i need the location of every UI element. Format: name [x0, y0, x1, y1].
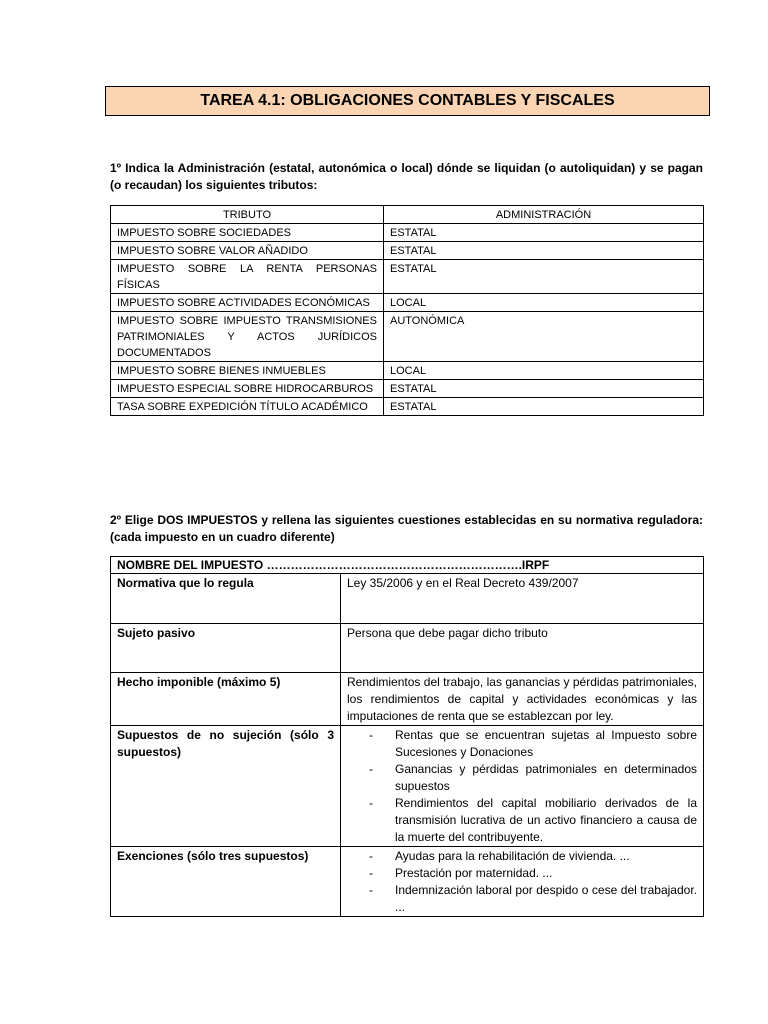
list-item: - Indemnización laboral por despido o cese del trabajador. ... [369, 882, 697, 916]
table-row [111, 847, 704, 917]
impuesto-table [110, 556, 704, 917]
tributo-cell: IMPUESTO SOBRE VALOR AÑADIDO [111, 242, 384, 260]
table-header-row [111, 206, 704, 224]
list-item: - Prestación por maternidad. ... [369, 865, 697, 882]
tributos-table [110, 205, 704, 416]
table-row [111, 574, 704, 624]
list-item: - Rentas que se encuentran sujetas al Impuesto sobre Sucesiones y Donaciones [369, 727, 697, 761]
table-row [111, 362, 704, 380]
list-item: - Ayudas para la rehabilitación de vivienda. ... [369, 848, 697, 865]
administracion-cell: ESTATAL [384, 242, 704, 260]
tributo-cell: IMPUESTO ESPECIAL SOBRE HIDROCARBUROS [111, 380, 384, 398]
question-1-text: 1º Indica la Administración (estatal, autonómica o local) dónde se liquidan (o autoliquidan) y se pagan (o recaudan) los siguientes tributos: [110, 161, 703, 192]
tributo-cell: IMPUESTO SOBRE BIENES INMUEBLES [111, 362, 384, 380]
administracion-cell: ESTATAL [384, 224, 704, 242]
no-sujecion-label: Supuestos de no sujeción (sólo 3 supuestos) [111, 726, 341, 847]
tributo-cell: IMPUESTO SOBRE LA RENTA PERSONAS FÍSICAS [111, 260, 384, 294]
page-title: TAREA 4.1: OBLIGACIONES CONTABLES Y FISCALES [105, 86, 710, 116]
administracion-cell: ESTATAL [384, 398, 704, 416]
tributo-cell: IMPUESTO SOBRE SOCIEDADES [111, 224, 384, 242]
administracion-cell: LOCAL [384, 362, 704, 380]
sujeto-pasivo-label: Sujeto pasivo [111, 624, 341, 673]
sujeto-pasivo-value: Persona que debe pagar dicho tributo [341, 624, 704, 673]
table-row [111, 726, 704, 847]
exenciones-list [347, 848, 697, 916]
column-header-tributo: TRIBUTO [111, 206, 384, 224]
tributo-cell: IMPUESTO SOBRE IMPUESTO TRANSMISIONES PATRIMONIALES Y ACTOS JURÍDICOS DOCUMENTADOS [111, 312, 384, 362]
table-row [111, 398, 704, 416]
table-row [111, 224, 704, 242]
normativa-value: Ley 35/2006 y en el Real Decreto 439/2007 [341, 574, 704, 624]
no-sujecion-value [341, 726, 704, 847]
administracion-cell: ESTATAL [384, 260, 704, 294]
exenciones-value [341, 847, 704, 917]
table-row [111, 312, 704, 362]
table-row [111, 242, 704, 260]
no-sujecion-list [347, 727, 697, 846]
column-header-administracion: ADMINISTRACIÓN [384, 206, 704, 224]
tributo-cell: TASA SOBRE EXPEDICIÓN TÍTULO ACADÉMICO [111, 398, 384, 416]
tributo-cell: IMPUESTO SOBRE ACTIVIDADES ECONÓMICAS [111, 294, 384, 312]
hecho-imponible-label: Hecho imponible (máximo 5) [111, 673, 341, 726]
table-row [111, 260, 704, 294]
hecho-imponible-value: Rendimientos del trabajo, las ganancias y pérdidas patrimoniales, los rendimientos de capital y actividades económicas y las imputaciones de renta que se establezcan por ley. [341, 673, 704, 726]
normativa-label: Normativa que lo regula [111, 574, 341, 624]
list-item: - Ganancias y pérdidas patrimoniales en determinados supuestos [369, 761, 697, 795]
exenciones-label: Exenciones (sólo tres supuestos) [111, 847, 341, 917]
table-row [111, 294, 704, 312]
administracion-cell: AUTONÓMICA [384, 312, 704, 362]
administracion-cell: ESTATAL [384, 380, 704, 398]
table-row [111, 673, 704, 726]
table-row [111, 624, 704, 673]
question-2-text: 2º Elige DOS IMPUESTOS y rellena las siguientes cuestiones establecidas en su normativa reguladora: (cada impuesto en un cuadro diferente) [110, 513, 703, 544]
nombre-impuesto-header: NOMBRE DEL IMPUESTO ……………………………………………………….IRPF [111, 557, 704, 574]
administracion-cell: LOCAL [384, 294, 704, 312]
list-item: - Rendimientos del capital mobiliario derivados de la transmisión lucrativa de un activo financiero a causa de la muerte del contribuyente. [369, 795, 697, 846]
table-row [111, 380, 704, 398]
table-header-row [111, 557, 704, 574]
